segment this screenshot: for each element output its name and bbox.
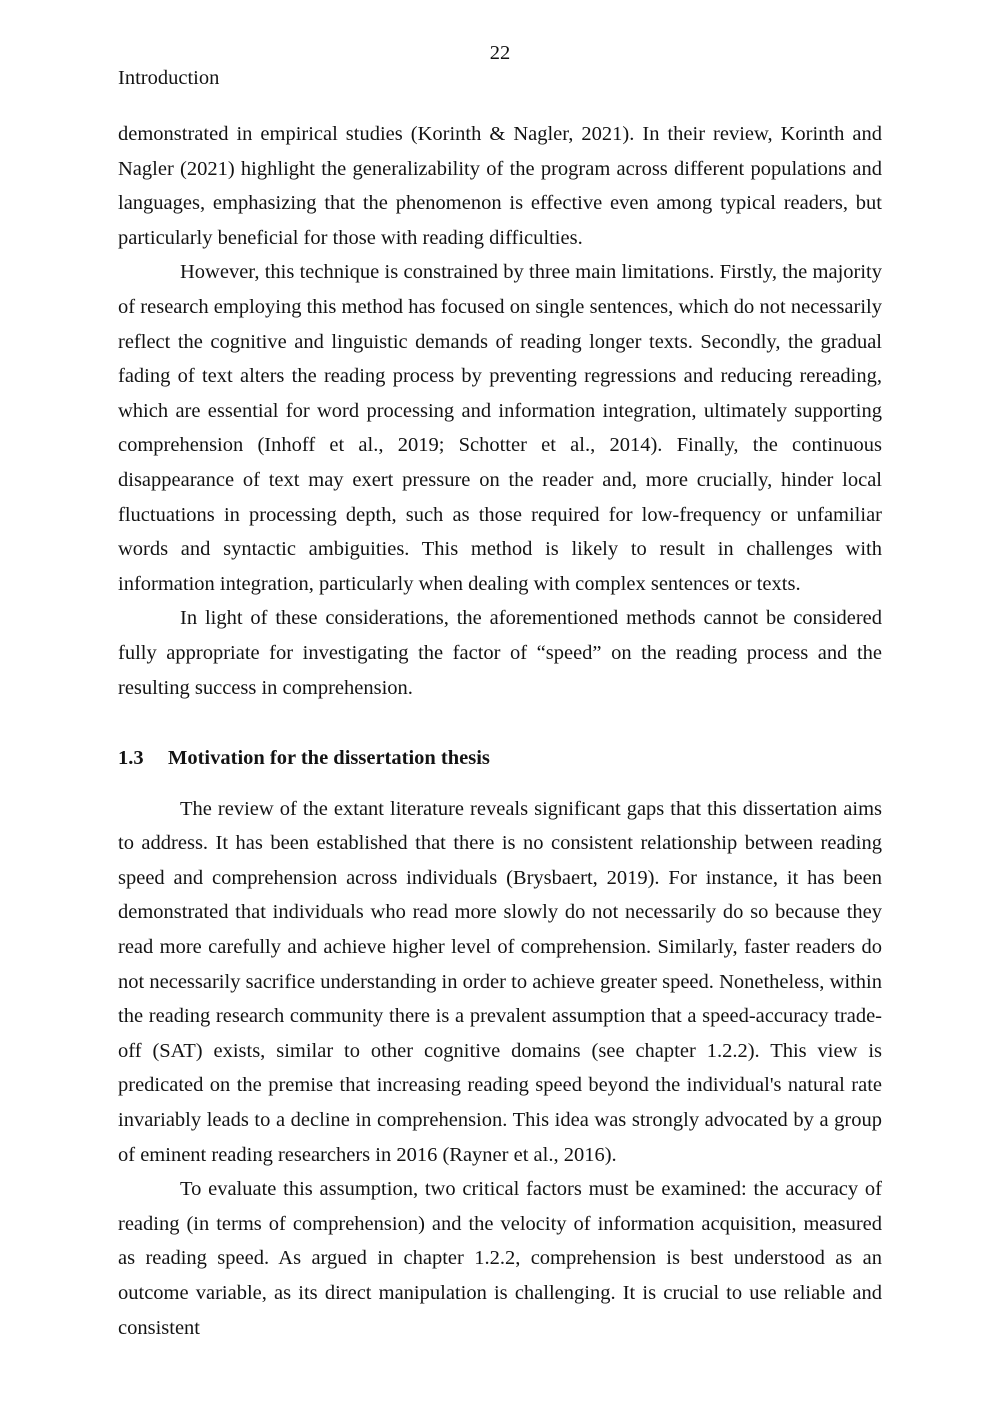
page-body	[118, 117, 882, 1345]
paragraph-literature-review: The review of the extant literature reveals significant gaps that this dissertation aims to address. It has been established that there is no consistent relationship between reading speed and comprehension across individuals (Brysbaert, 2019). For instance, it has been demonstrated that individuals who read more slowly do not necessarily do so because they read more carefully and achieve higher level of comprehension. Similarly, faster readers do not necessarily sacrifice understanding in order to achieve greater speed. Nonetheless, within the reading research community there is a prevalent assumption that a speed-accuracy trade-off (SAT) exists, similar to other cognitive domains (see chapter 1.2.2). This view is predicated on the premise that increasing reading speed beyond the individual's natural rate invariably leads to a decline in comprehension. This idea was strongly advocated by a group of eminent reading researchers in 2016 (Rayner et al., 2016).	[118, 797, 882, 1166]
paragraph-evaluation: To evaluate this assumption, two critical factors must be examined: the accuracy of reading (in terms of comprehension) and the velocity of information acquisition, measured as reading speed. As argued in chapter 1.2.2, comprehension is best understood as an outcome variable, as its direct manipulation is challenging. It is crucial to use reliable and consistent	[118, 1178, 882, 1339]
section-heading	[118, 741, 882, 776]
section-number: 1.3	[118, 747, 144, 770]
paragraph-limitations: However, this technique is constrained by three main limitations. Firstly, the majority of research employing this method has focused on single sentences, which do not necessarily reflect the cognitive and linguistic demands of reading longer texts. Secondly, the gradual fading of text alters the reading process by preventing regressions and reducing rereading, which are essential for word processing and information integration, ultimately supporting comprehension (Inhoff et al., 2019; Schotter et al., 2014). Finally, the continuous disappearance of text may exert pressure on the reader and, more crucially, hinder local fluctuations in processing depth, such as those required for low-frequency or unfamiliar words and syntactic ambiguities. This method is likely to result in challenges with information integration, particularly when dealing with complex sentences or texts.	[118, 261, 882, 595]
paragraph-continuation: demonstrated in empirical studies (Korinth & Nagler, 2021). In their review, Korinth and Nagler (2021) highlight the generalizability of the program across different populations and languages, emphasizing that the phenomenon is effective even among typical readers, but particularly beneficial for those with reading difficulties.	[118, 123, 882, 249]
section-title: Motivation for the dissertation thesis	[168, 747, 490, 770]
paragraph-considerations: In light of these considerations, the aforementioned methods cannot be considered fully appropriate for investigating the factor of “speed” on the reading process and the resulting success in comprehension.	[118, 607, 882, 699]
page-number: 22	[489, 42, 511, 64]
running-header: Introduction	[118, 67, 220, 89]
